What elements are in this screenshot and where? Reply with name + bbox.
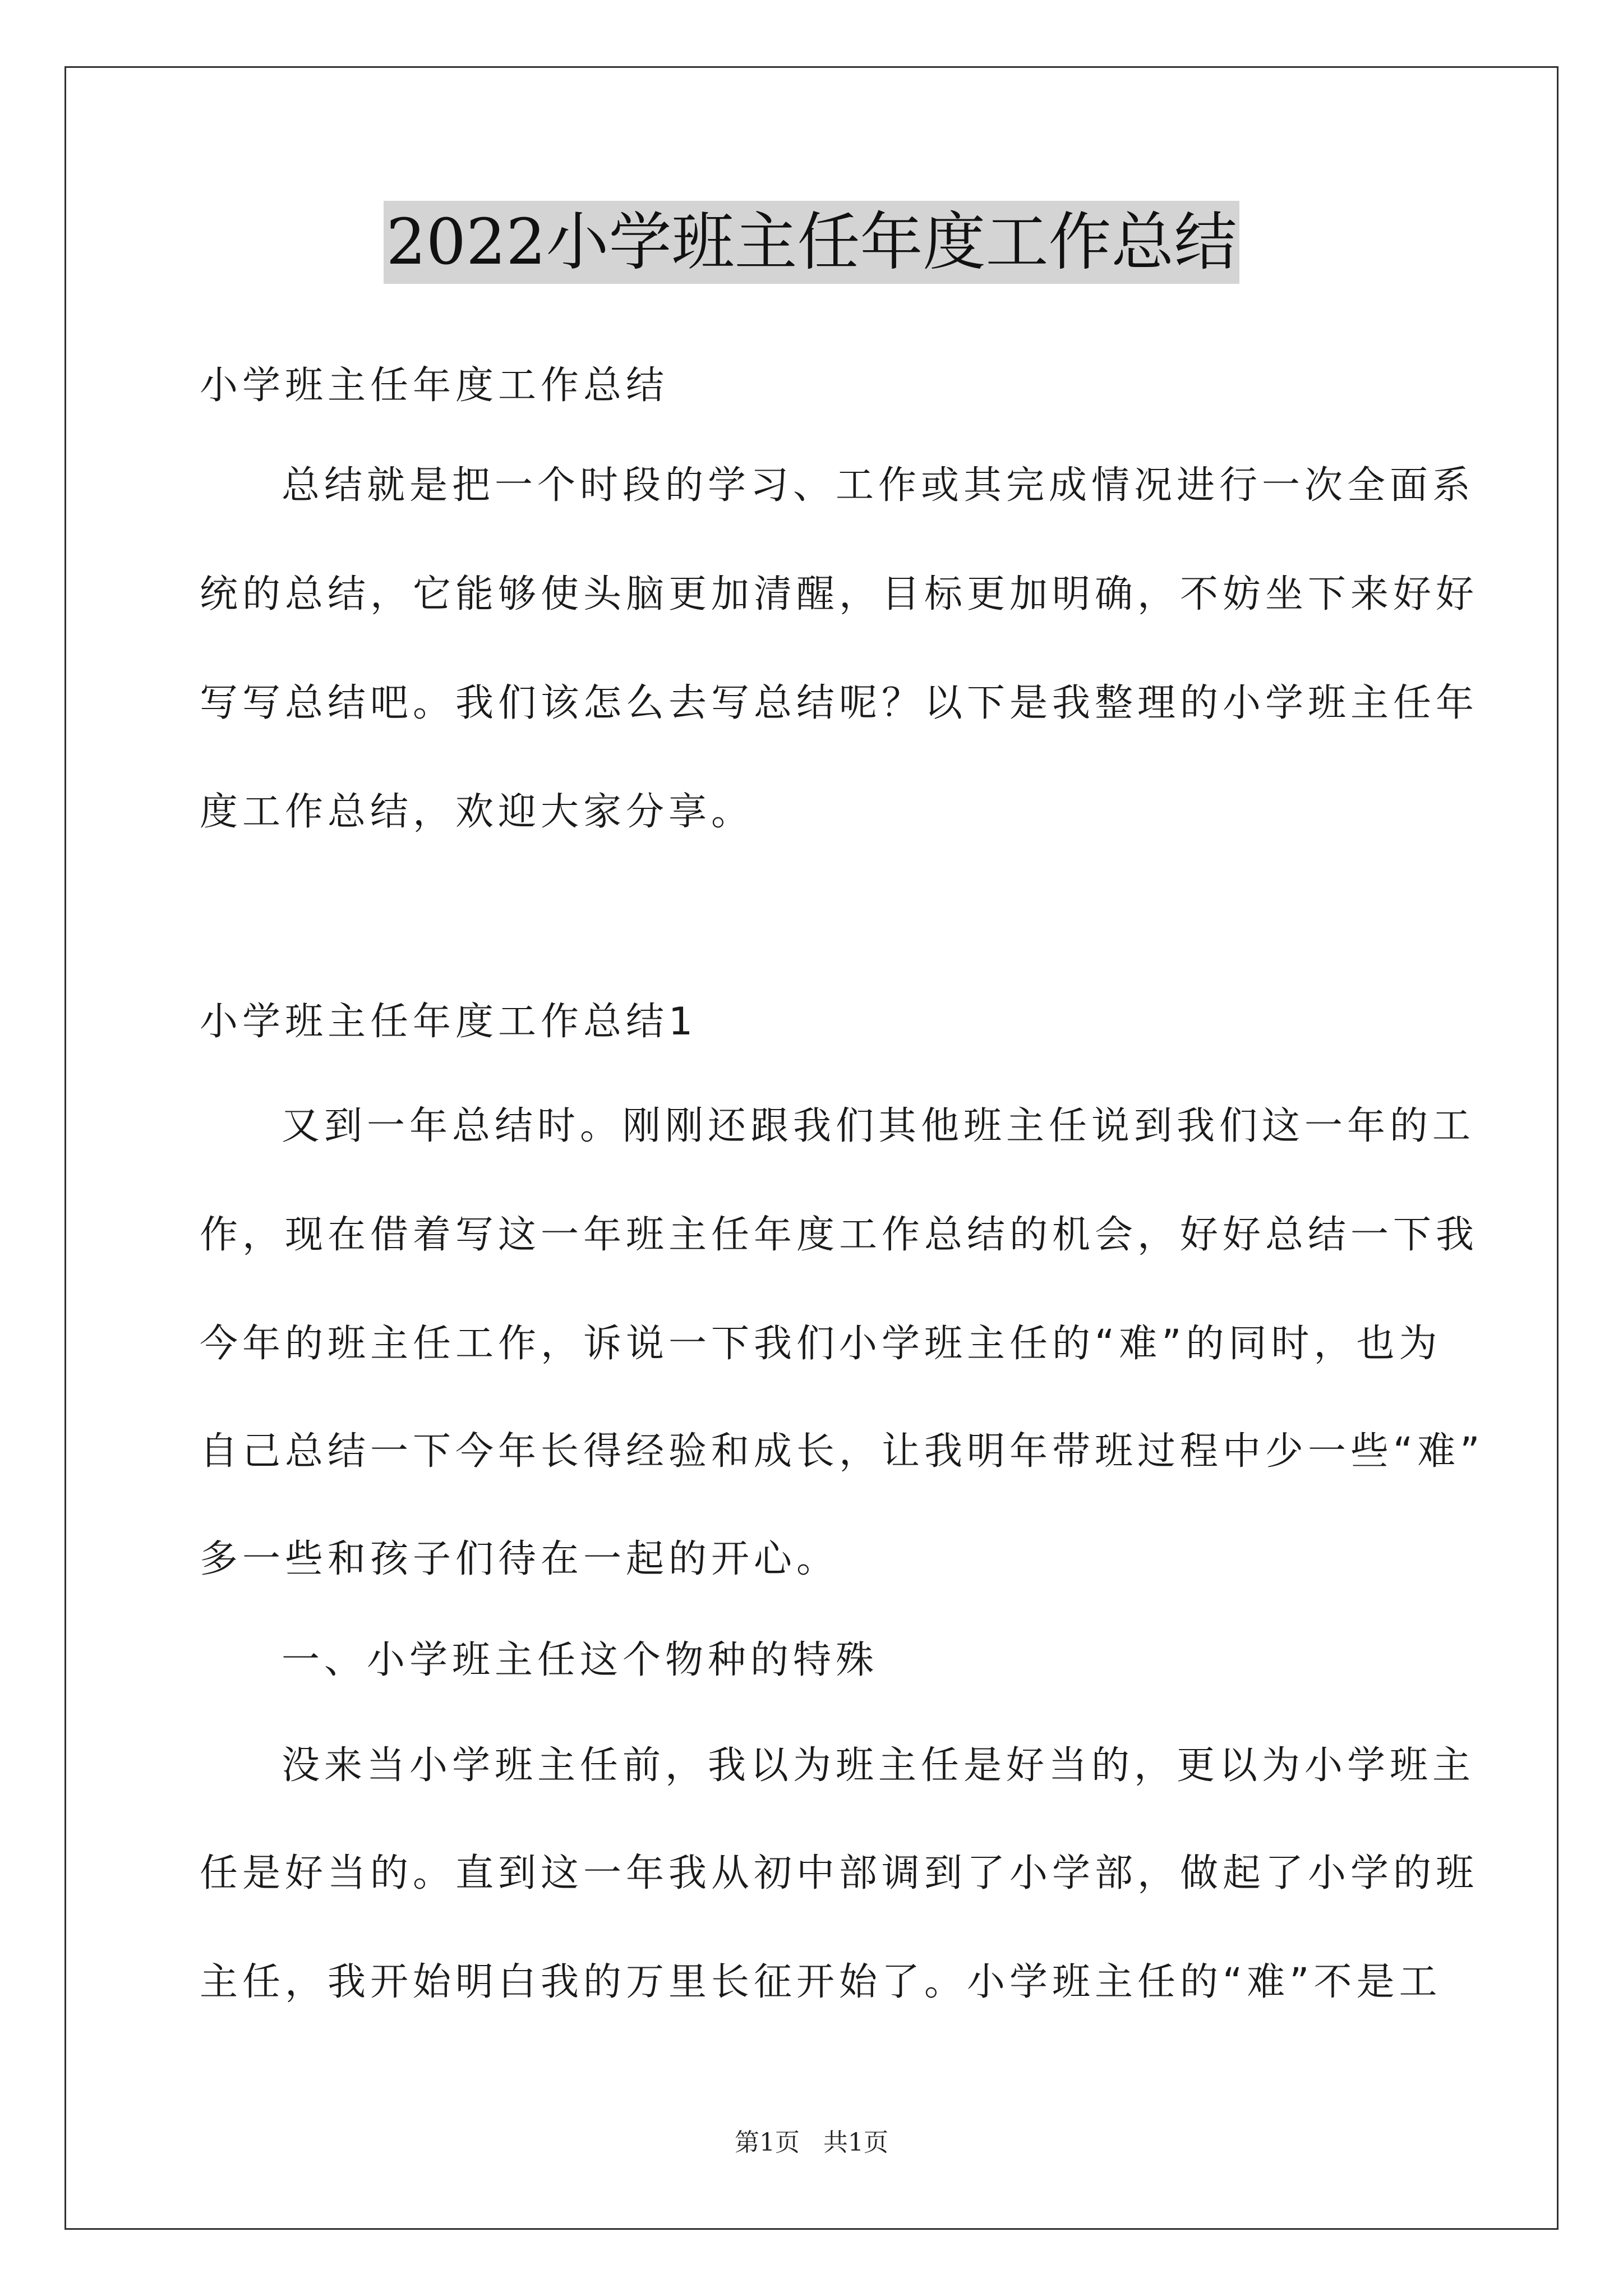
paragraph-line: 统的总结，它能够使头脑更加清醒，目标更加明确，不妨坐下来好好 [200,572,1479,616]
title-container [0,201,1623,284]
page-footer [0,2126,1623,2160]
paragraph-line: 总结就是把一个时段的学习、工作或其完成情况进行一次全面系 [282,463,1476,508]
page-number: 第1页 [735,2128,800,2157]
subtitle-line: 小学班主任年度工作总结 [200,364,669,408]
paragraph-line: 今年的班主任工作，诉说一下我们小学班主任的“难”的同时，也为 [200,1322,1442,1366]
subsection-heading: 一、小学班主任这个物种的特殊 [282,1638,879,1682]
paragraph-line: 写写总结吧。我们该怎么去写总结呢？以下是我整理的小学班主任年 [200,681,1479,725]
paragraph-line: 作，现在借着写这一年班主任年度工作总结的机会，好好总结一下我 [200,1213,1479,1257]
paragraph-line: 度工作总结，欢迎大家分享。 [200,790,754,834]
paragraph-line: 自己总结一下今年长得经验和成长，让我明年带班过程中少一些“难” [200,1429,1484,1474]
paragraph-line: 又到一年总结时。刚刚还跟我们其他班主任说到我们这一年的工 [282,1104,1476,1148]
paragraph-line: 主任，我开始明白我的万里长征开始了。小学班主任的“难”不是工 [200,1960,1442,2004]
page-total: 共1页 [823,2128,888,2157]
document-title: 2022小学班主任年度工作总结 [384,201,1239,284]
paragraph-line: 没来当小学班主任前，我以为班主任是好当的，更以为小学班主 [282,1743,1476,1788]
section-heading: 小学班主任年度工作总结1 [200,1000,698,1044]
paragraph-line: 任是好当的。直到这一年我从初中部调到了小学部，做起了小学的班 [200,1851,1479,1895]
paragraph-line: 多一些和孩子们待在一起的开心。 [200,1537,840,1581]
